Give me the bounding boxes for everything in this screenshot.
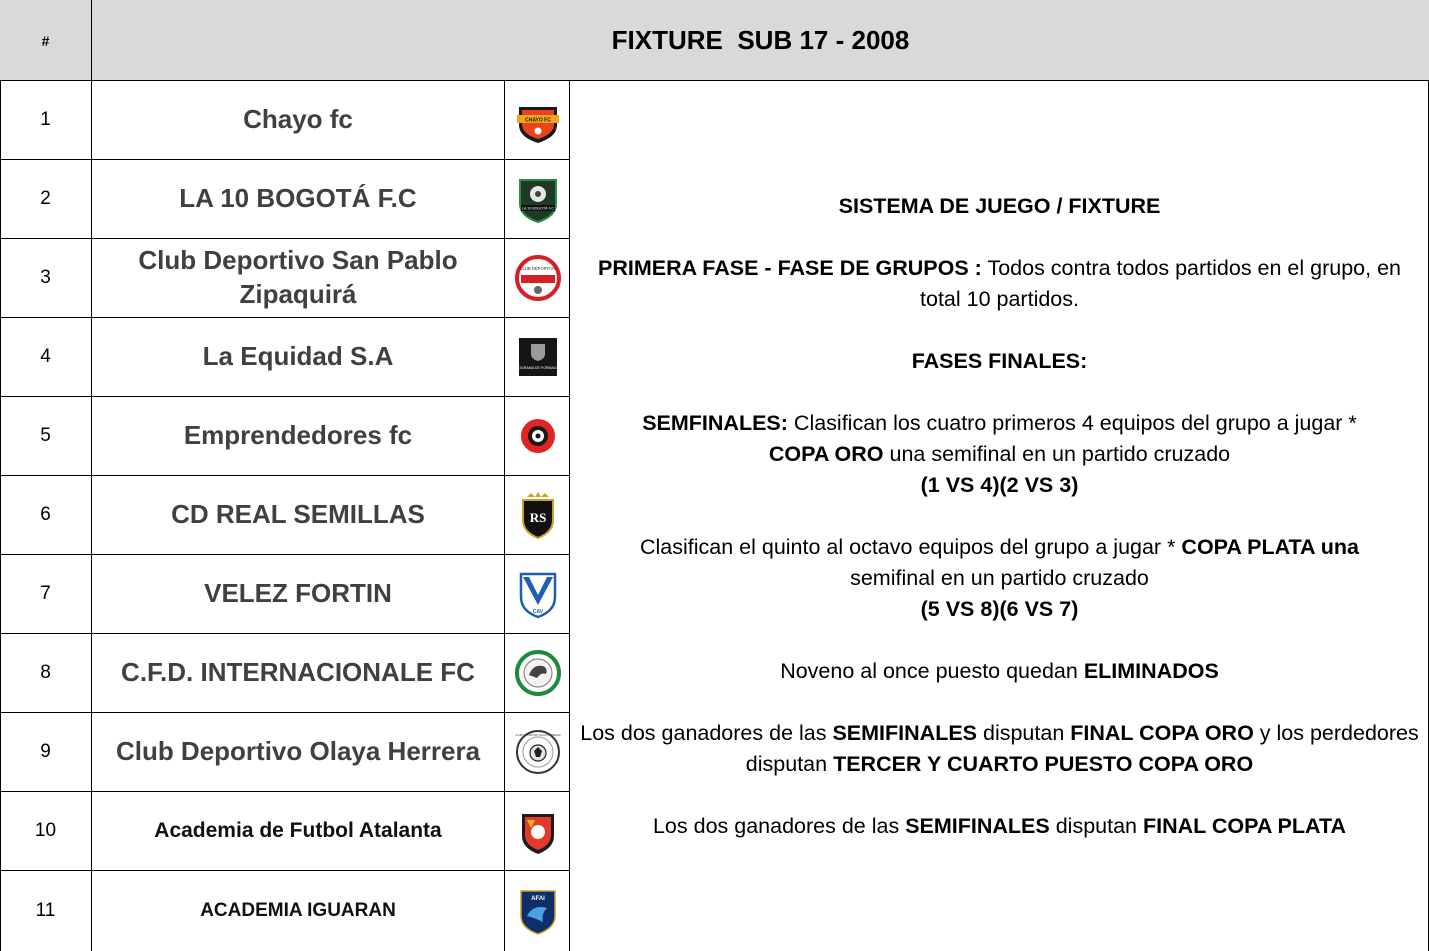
- table-row: [0, 713, 570, 792]
- copa-plata-matches: (5 VS 8)(6 VS 7): [920, 597, 1079, 621]
- team-logo-cell: [504, 476, 570, 554]
- svg-text:CLUB DEPORTIVO OLAYA HERRERA: CLUB DEPORTIVO OLAYA HERRERA: [514, 734, 561, 737]
- eliminated-label: ELIMINADOS: [1083, 659, 1219, 683]
- table-row: [0, 871, 570, 951]
- team-logo-cell: [504, 634, 570, 712]
- eliminated-text: Noveno al once puesto quedan: [780, 659, 1084, 683]
- olaya-herrera-crest-icon: [513, 727, 563, 777]
- final-copa-oro-paragraph: [580, 718, 1419, 780]
- team-name: Emprendedores fc: [91, 397, 504, 475]
- copa-plata-text: Clasifican el quinto al octavo equipos del grupo a jugar *: [639, 535, 1182, 559]
- team-name: C.F.D. INTERNACIONALE FC: [91, 634, 504, 712]
- final-copa-oro-label: FINAL COPA ORO: [1070, 721, 1254, 745]
- team-number: 2: [40, 188, 51, 209]
- team-number: 7: [40, 583, 51, 604]
- final-copa-plata-label: FINAL COPA PLATA: [1142, 814, 1347, 838]
- svg-text:CLUB DEPORTIVO: CLUB DEPORTIVO: [519, 266, 556, 271]
- final-oro-text-2: disputan: [977, 721, 1071, 745]
- copa-plata-paragraph: [580, 532, 1419, 625]
- team-logo-cell: [504, 318, 570, 396]
- svg-text:AFAI: AFAI: [530, 896, 545, 902]
- semifinals-text-2: una semifinal en un partido cruzado: [883, 442, 1231, 466]
- internacionale-crest-icon: [513, 648, 563, 698]
- team-number: 11: [35, 900, 56, 921]
- copa-plata-label: COPA PLATA una: [1181, 535, 1359, 559]
- copa-plata-text-2: semifinal en un partido cruzado: [850, 566, 1149, 590]
- number-column-header: #: [41, 32, 50, 49]
- iguaran-crest-icon: [513, 886, 563, 936]
- table-header: [0, 0, 1429, 81]
- first-phase-label: PRIMERA FASE - FASE DE GRUPOS :: [597, 256, 982, 280]
- semifinals-text: Clasifican los cuatro primeros 4 equipos del grupo a jugar *: [787, 411, 1357, 435]
- copa-oro-matches: (1 VS 4)(2 VS 3): [920, 473, 1079, 497]
- team-number: 5: [40, 425, 51, 446]
- table-row: [0, 160, 570, 239]
- final-phases-title: FASES FINALES:: [911, 349, 1088, 373]
- table-row: [0, 239, 570, 318]
- svg-text:CHAYO FC: CHAYO FC: [524, 117, 551, 124]
- svg-text:RS: RS: [529, 510, 546, 525]
- team-number: 8: [40, 662, 51, 683]
- velez-fortin-crest-icon: [513, 569, 563, 619]
- team-logo-cell: [504, 160, 570, 238]
- final-plata-text-1: Los dos ganadores de las: [652, 814, 906, 838]
- team-name: ACADEMIA IGUARAN: [91, 871, 504, 951]
- table-row: [0, 397, 570, 476]
- atalanta-crest-icon: [513, 806, 563, 856]
- svg-text:CAV: CAV: [532, 609, 543, 615]
- first-phase-text: Todos contra todos partidos en el grupo, en total 10 partidos.: [920, 256, 1401, 311]
- semifinals-oro-paragraph: [580, 408, 1419, 501]
- team-number: 6: [40, 504, 51, 525]
- team-number: 10: [34, 820, 57, 841]
- team-name: CD REAL SEMILLAS: [91, 476, 504, 554]
- semifinales-word: SEMIFINALES: [832, 721, 978, 745]
- copa-oro-label: COPA ORO: [768, 442, 884, 466]
- team-logo-cell: [504, 397, 570, 475]
- table-row: [0, 81, 570, 160]
- semifinales-word: SEMIFINALES: [905, 814, 1050, 838]
- team-logo-cell: [504, 792, 570, 870]
- final-copa-plata-paragraph: [580, 811, 1419, 842]
- real-semillas-crest-icon: [513, 490, 563, 540]
- game-system-panel: [570, 81, 1429, 951]
- team-name: Club Deportivo San Pablo Zipaquirá: [91, 239, 504, 317]
- team-logo-cell: [504, 871, 570, 951]
- team-number: 4: [40, 346, 51, 367]
- table-row: [0, 555, 570, 634]
- svg-text:PROGRAMA DE FORMACIÓN: PROGRAMA DE FORMACIÓN: [512, 366, 563, 370]
- semifinals-label: SEMFINALES:: [642, 411, 788, 435]
- team-logo-cell: [504, 555, 570, 633]
- table-row: [0, 318, 570, 397]
- third-fourth-place-label: TERCER Y CUARTO PUESTO COPA ORO: [833, 752, 1254, 776]
- la-10-bogota-crest-icon: [513, 174, 563, 224]
- eliminated-paragraph: [580, 656, 1419, 687]
- team-number: 1: [40, 109, 51, 130]
- team-number: 9: [40, 741, 51, 762]
- table-row: [0, 792, 570, 871]
- first-phase-paragraph: [580, 253, 1419, 315]
- team-name: Club Deportivo Olaya Herrera: [91, 713, 504, 791]
- team-number: 3: [40, 267, 51, 288]
- team-logo-cell: [504, 713, 570, 791]
- la-equidad-crest-icon: [513, 332, 563, 382]
- team-name: LA 10 BOGOTÁ F.C: [91, 160, 504, 238]
- emprendedores-crest-icon: [513, 411, 563, 461]
- page-title: FIXTURE SUB 17 - 2008: [91, 0, 1429, 81]
- table-row: [0, 476, 570, 555]
- san-pablo-crest-icon: [513, 253, 563, 303]
- team-logo-cell: [504, 239, 570, 317]
- final-oro-text-1: Los dos ganadores de las: [580, 721, 833, 745]
- svg-text:LA 10 BOGOTÁ F.C: LA 10 BOGOTÁ F.C: [521, 206, 554, 211]
- final-oro-text-3: y los perdedores disputan: [745, 721, 1419, 776]
- team-name: La Equidad S.A: [91, 318, 504, 396]
- team-logo-cell: [504, 81, 570, 159]
- table-border-left: [0, 81, 1, 951]
- chayo-fc-crest-icon: [513, 95, 563, 145]
- final-plata-text-2: disputan: [1049, 814, 1143, 838]
- game-system-title: SISTEMA DE JUEGO / FIXTURE: [838, 194, 1161, 218]
- team-name: Chayo fc: [91, 81, 504, 159]
- team-name: Academia de Futbol Atalanta: [91, 792, 504, 870]
- team-name: VELEZ FORTIN: [91, 555, 504, 633]
- table-row: [0, 634, 570, 713]
